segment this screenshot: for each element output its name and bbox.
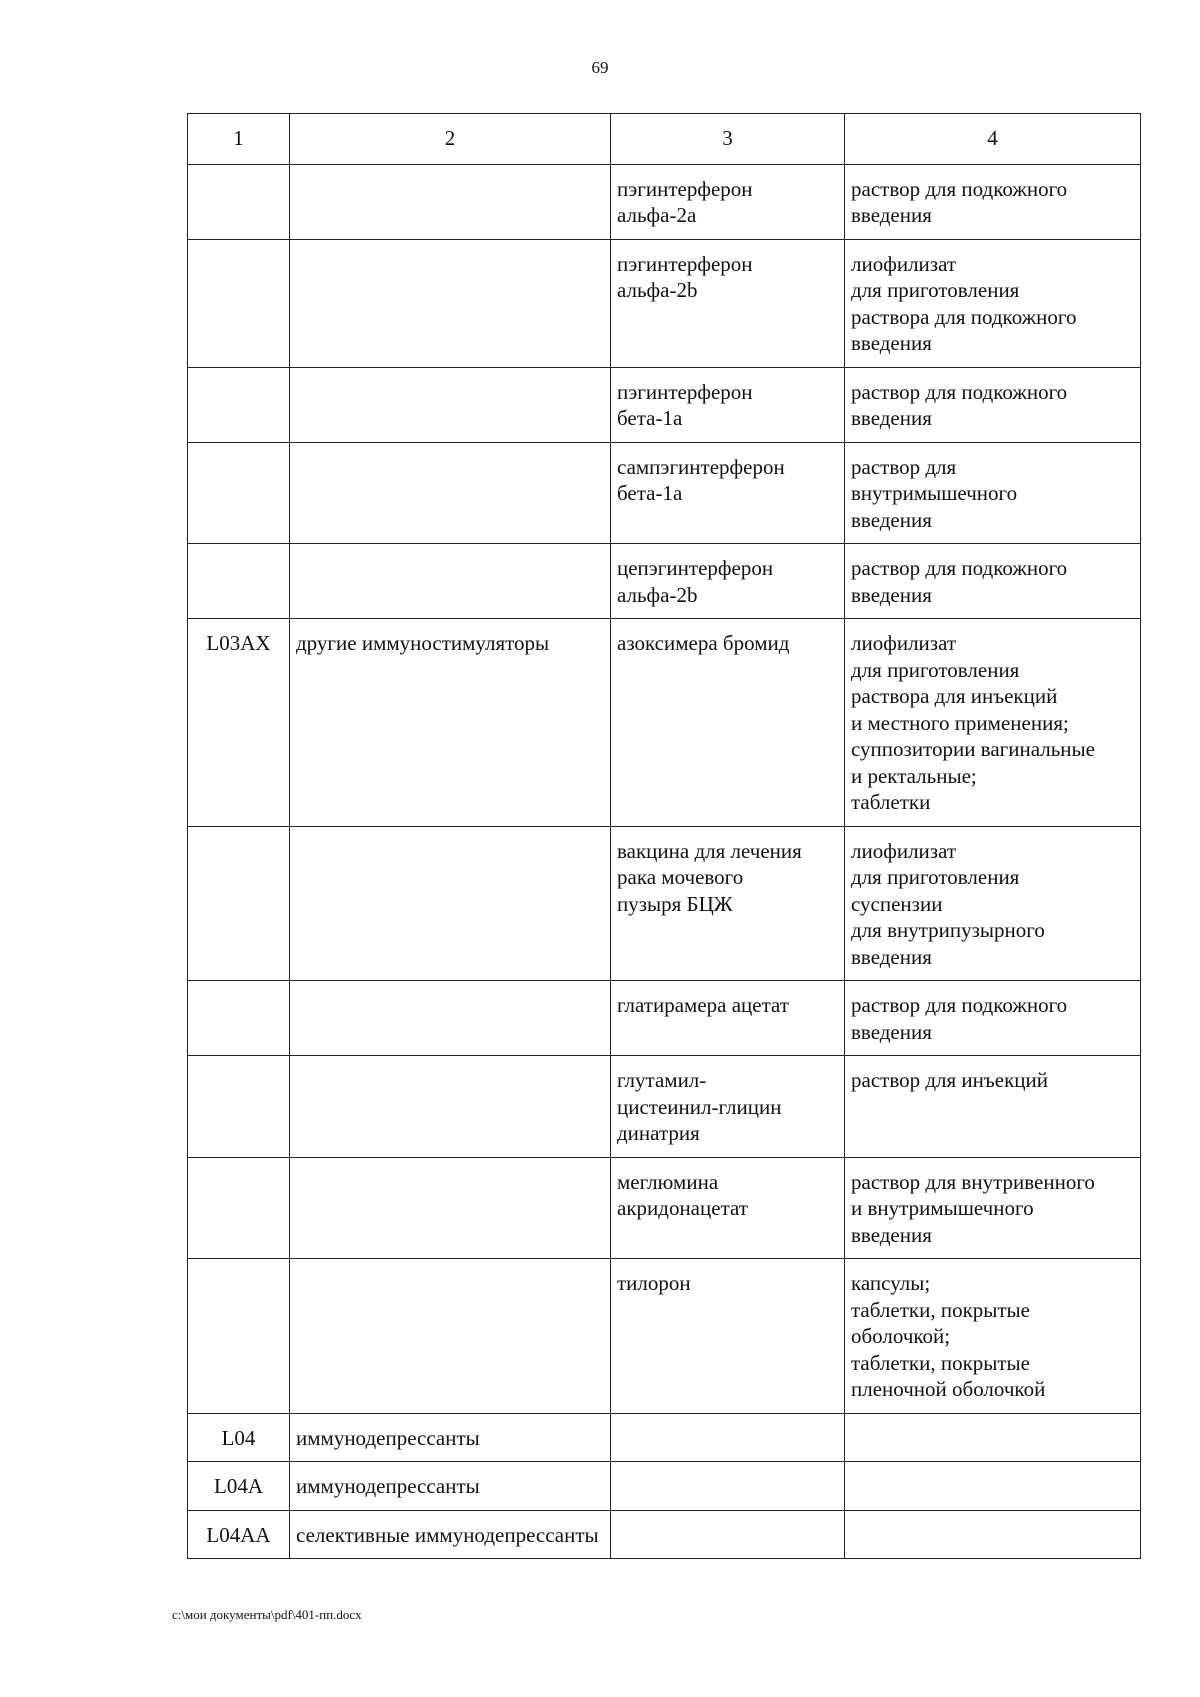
drug-name-cell (611, 442, 845, 544)
page-number: 69 (591, 58, 609, 77)
drug-name-cell (611, 619, 845, 827)
atc-code-cell (188, 164, 290, 239)
table-row (188, 1259, 1141, 1414)
dosage-form-line: таблетки, покрытые (851, 1350, 1030, 1375)
atc-code-cell (188, 826, 290, 981)
table-row (188, 1056, 1141, 1158)
dosage-form-cell (845, 1157, 1141, 1259)
drug-name-line: акридонацетат (617, 1196, 748, 1220)
dosage-form-line: оболочкой; (851, 1324, 951, 1348)
dosage-form-line: для приготовления (851, 657, 1020, 682)
group-name-cell (290, 442, 611, 544)
atc-code-cell (188, 544, 290, 619)
table-row (188, 239, 1141, 367)
drug-name-line: динатрия (617, 1121, 700, 1145)
atc-code-cell (188, 239, 290, 367)
dosage-form-line: и внутримышечного (851, 1196, 1034, 1220)
atc-code-cell: L04A (188, 1462, 290, 1511)
group-name-cell (290, 826, 611, 981)
column-header: 3 (611, 114, 845, 165)
dosage-form-cell (845, 1462, 1141, 1511)
dosage-form-cell (845, 619, 1141, 827)
table-row (188, 826, 1141, 981)
dosage-form-line: капсулы; (851, 1271, 931, 1295)
footer-file-path: c:\мои документы\pdf\401-пп.docx (172, 1607, 362, 1622)
group-name-cell (290, 544, 611, 619)
drug-name-cell (611, 164, 845, 239)
drug-name-line: пузыря БЦЖ (617, 891, 733, 916)
dosage-form-cell (845, 1413, 1141, 1462)
drug-name-line: цепэгинтерферон (617, 556, 774, 580)
dosage-form-line: введения (851, 944, 932, 969)
column-header: 4 (845, 114, 1141, 165)
atc-code-cell (188, 981, 290, 1056)
drug-name-line: пэгинтерферон (617, 379, 753, 404)
group-name-cell (290, 1157, 611, 1259)
drug-name-line: рака мочевого (617, 865, 744, 889)
drug-name-cell (611, 1157, 845, 1259)
drug-name-line: бета-1a (617, 406, 683, 430)
drug-name-cell (611, 544, 845, 619)
drug-name-line: глатирамера ацетат (617, 993, 789, 1017)
dosage-form-line: суспензии (851, 891, 943, 916)
drug-name-line: альфа-2b (617, 278, 698, 302)
drug-name-line: сампэгинтерферон (617, 454, 785, 479)
table-row (188, 442, 1141, 544)
dosage-form-cell (845, 1056, 1141, 1158)
atc-code-cell: L04AA (188, 1510, 290, 1559)
drug-name-cell (611, 1510, 845, 1559)
drug-name-line: бета-1a (617, 481, 683, 505)
dosage-form-line: раствор для внутривенного (851, 1169, 1095, 1194)
dosage-form-line: и ректальные; (851, 763, 977, 788)
table-row (188, 1157, 1141, 1259)
dosage-form-line: раствор для подкожного (851, 556, 1068, 580)
dosage-form-line: лиофилизат (851, 631, 957, 655)
drug-name-cell (611, 1056, 845, 1158)
drug-name-line: пэгинтерферон (617, 251, 753, 276)
dosage-form-line: суппозитории вагинальные (851, 737, 1095, 761)
dosage-form-cell (845, 164, 1141, 239)
dosage-form-cell (845, 239, 1141, 367)
drug-name-cell (611, 1413, 845, 1462)
dosage-form-line: введения (851, 406, 932, 430)
drug-name-cell (611, 1259, 845, 1414)
dosage-form-line: раствор для инъекций (851, 1068, 1048, 1092)
column-header: 1 (188, 114, 290, 165)
group-name-cell (290, 367, 611, 442)
drug-name-line: азоксимера бромид (617, 631, 790, 655)
drug-name-line: альфа-2a (617, 203, 697, 227)
table-header-row (188, 114, 1141, 165)
dosage-form-line: введения (851, 582, 932, 607)
table-row (188, 367, 1141, 442)
group-name-cell (290, 239, 611, 367)
group-name-cell: иммунодепрессанты (290, 1413, 611, 1462)
group-name-cell (290, 164, 611, 239)
dosage-form-line: пленочной оболочкой (851, 1377, 1046, 1401)
dosage-form-line: раствора для подкожного (851, 304, 1077, 329)
drug-name-line: глутамил- (617, 1068, 707, 1092)
dosage-form-line: раствор для (851, 454, 957, 479)
group-name-cell (290, 1056, 611, 1158)
atc-code-cell: L03AX (188, 619, 290, 827)
drug-name-cell (611, 826, 845, 981)
dosage-form-line: введения (851, 1019, 932, 1044)
dosage-form-cell (845, 826, 1141, 981)
dosage-form-line: введения (851, 203, 932, 227)
atc-code-cell (188, 367, 290, 442)
table-row (188, 619, 1141, 827)
dosage-form-cell (845, 367, 1141, 442)
dosage-form-cell (845, 1510, 1141, 1559)
dosage-form-line: введения (851, 1222, 932, 1247)
dosage-form-line: для приготовления (851, 865, 1020, 889)
table-row (188, 544, 1141, 619)
table-row (188, 1413, 1141, 1462)
atc-code-cell (188, 1157, 290, 1259)
dosage-form-cell (845, 544, 1141, 619)
dosage-form-line: для внутрипузырного (851, 918, 1045, 942)
drug-table (187, 113, 1141, 1559)
column-header: 2 (290, 114, 611, 165)
dosage-form-line: и местного применения; (851, 710, 1069, 735)
dosage-form-cell (845, 442, 1141, 544)
group-name-cell: селективные иммунодепрессанты (290, 1510, 611, 1559)
dosage-form-line: введения (851, 331, 932, 355)
group-name-cell: иммунодепрессанты (290, 1462, 611, 1511)
dosage-form-cell (845, 981, 1141, 1056)
drug-name-line: меглюмина (617, 1169, 719, 1194)
drug-name-line: альфа-2b (617, 582, 698, 607)
dosage-form-line: раствор для подкожного (851, 379, 1068, 404)
drug-name-cell (611, 367, 845, 442)
table-row (188, 164, 1141, 239)
table-row (188, 1462, 1141, 1511)
group-name-cell (290, 1259, 611, 1414)
dosage-form-line: таблетки, покрытые (851, 1297, 1030, 1322)
dosage-form-line: лиофилизат (851, 838, 957, 863)
drug-name-cell (611, 981, 845, 1056)
atc-code-cell (188, 1056, 290, 1158)
dosage-form-line: для приготовления (851, 278, 1020, 302)
atc-code-cell (188, 442, 290, 544)
drug-name-line: цистеинил-глицин (617, 1094, 782, 1119)
group-name-cell: другие иммуностимуляторы (290, 619, 611, 827)
dosage-form-cell (845, 1259, 1141, 1414)
table-row (188, 1510, 1141, 1559)
dosage-form-line: раствор для подкожного (851, 993, 1068, 1017)
drug-name-line: тилорон (617, 1271, 691, 1295)
dosage-form-line: введения (851, 507, 932, 532)
drug-name-cell (611, 239, 845, 367)
dosage-form-line: раствора для инъекций (851, 684, 1058, 708)
drug-name-line: пэгинтерферон (617, 176, 753, 201)
dosage-form-line: раствор для подкожного (851, 176, 1068, 201)
group-name-cell (290, 981, 611, 1056)
atc-code-cell: L04 (188, 1413, 290, 1462)
drug-name-line: вакцина для лечения (617, 838, 802, 863)
dosage-form-line: таблетки (851, 790, 931, 814)
dosage-form-line: лиофилизат (851, 251, 957, 276)
drug-name-cell (611, 1462, 845, 1511)
dosage-form-line: внутримышечного (851, 481, 1018, 505)
atc-code-cell (188, 1259, 290, 1414)
table-row (188, 981, 1141, 1056)
